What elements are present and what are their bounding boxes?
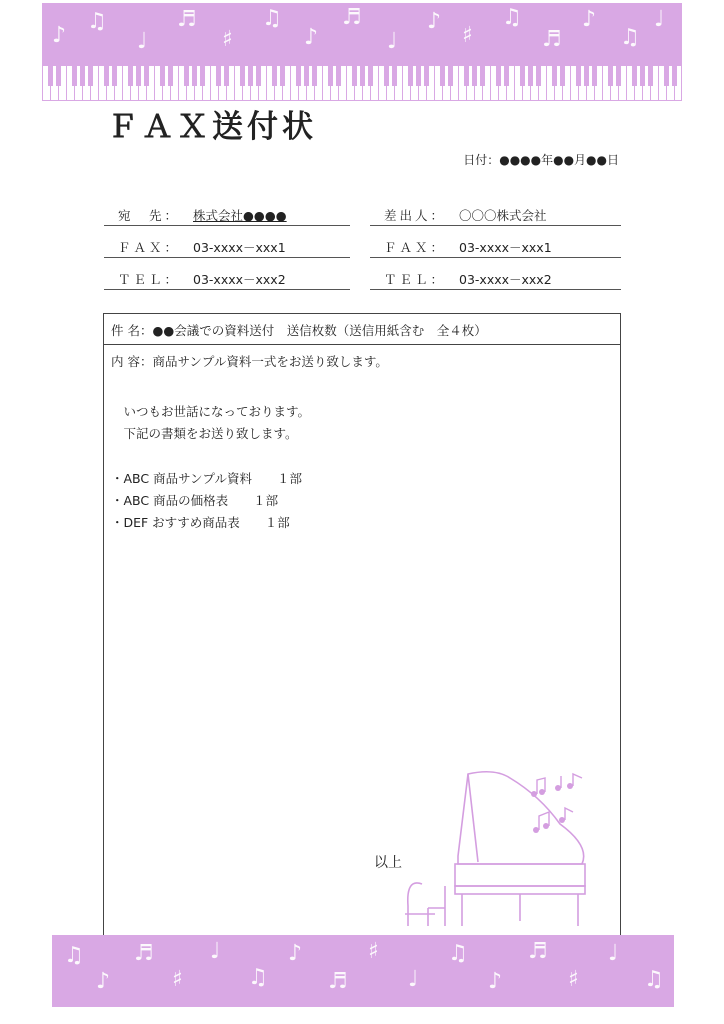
- piano-black-key: [160, 66, 165, 86]
- piano-black-key: [648, 66, 653, 86]
- piano-black-key: [312, 66, 317, 86]
- music-note-icon: ♪: [52, 23, 67, 48]
- piano-black-key: [216, 66, 221, 86]
- piano-black-key: [296, 66, 301, 86]
- piano-black-key: [528, 66, 533, 86]
- date-value: ●●●●年●●月●●日: [499, 153, 619, 167]
- sender-from-value: 〇〇〇株式会社: [459, 208, 547, 223]
- sender-from-row: [370, 204, 621, 226]
- music-note-icon: ♯: [172, 967, 183, 992]
- music-note-icon: ♪: [582, 7, 597, 32]
- piano-black-key: [104, 66, 109, 86]
- piano-black-key: [480, 66, 485, 86]
- music-note-icon: ♫: [502, 5, 522, 30]
- grand-piano-icon: [400, 766, 600, 936]
- music-note-icon: ♬: [342, 5, 362, 30]
- list-item: ・ABC 商品の価格表 １部: [111, 493, 279, 508]
- piano-black-key: [464, 66, 469, 86]
- piano-black-key: [584, 66, 589, 86]
- piano-black-key: [496, 66, 501, 86]
- music-note-icon: ♩: [137, 29, 148, 54]
- piano-black-key: [56, 66, 61, 86]
- music-note-icon: ♩: [654, 7, 665, 32]
- music-note-icon: ♫: [64, 943, 84, 968]
- recipient-fax-value: 03-xxxx－xxx1: [193, 240, 286, 255]
- piano-black-key: [368, 66, 373, 86]
- piano-black-key: [192, 66, 197, 86]
- recipient-tel-row: [104, 268, 350, 290]
- piano-black-key: [136, 66, 141, 86]
- music-note-icon: ♪: [288, 941, 303, 966]
- recipient-to-label: 宛 先：: [118, 208, 181, 223]
- piano-black-key: [360, 66, 365, 86]
- piano-keyboard-icon: [42, 65, 682, 101]
- piano-black-key: [256, 66, 261, 86]
- piano-black-key: [80, 66, 85, 86]
- music-note-icon: ♪: [427, 9, 442, 34]
- piano-black-key: [240, 66, 245, 86]
- music-note-icon: ♩: [608, 941, 619, 966]
- closing-text: 以上: [374, 855, 402, 871]
- music-note-icon: ♯: [368, 939, 379, 964]
- piano-black-key: [248, 66, 253, 86]
- recipient-to-value: 株式会社●●●●: [193, 208, 287, 223]
- piano-black-key: [504, 66, 509, 86]
- piano-black-key: [168, 66, 173, 86]
- piano-black-key: [664, 66, 669, 86]
- piano-black-key: [560, 66, 565, 86]
- music-note-icon: ♬: [328, 969, 348, 994]
- music-note-icon: ♯: [222, 27, 233, 52]
- piano-black-key: [304, 66, 309, 86]
- greeting-line-1: いつもお世話になっております。: [111, 404, 311, 419]
- piano-black-key: [200, 66, 205, 86]
- music-note-icon: ♫: [248, 965, 268, 990]
- sender-fax-row: [370, 236, 621, 258]
- music-note-icon: ♫: [644, 967, 664, 992]
- music-note-icon: ♪: [304, 25, 319, 50]
- sender-tel-label: ＴＥＬ：: [384, 272, 447, 287]
- piano-black-key: [128, 66, 133, 86]
- piano-black-key: [144, 66, 149, 86]
- piano-black-key: [336, 66, 341, 86]
- recipient-to-row: [104, 204, 350, 226]
- piano-black-key: [224, 66, 229, 86]
- piano-black-key: [392, 66, 397, 86]
- subject-line: 件 名：●●会議での資料送付 送信枚数（送信用紙含む 全４枚）: [104, 314, 620, 345]
- piano-black-key: [472, 66, 477, 86]
- piano-black-key: [280, 66, 285, 86]
- content-heading: 内 容：商品サンプル資料一式をお送り致します。: [111, 354, 388, 369]
- piano-black-key: [384, 66, 389, 86]
- piano-black-key: [640, 66, 645, 86]
- music-note-icon: ♫: [620, 25, 640, 50]
- piano-black-key: [88, 66, 93, 86]
- piano-black-key: [352, 66, 357, 86]
- sender-fax-value: 03-xxxx－xxx1: [459, 240, 552, 255]
- music-note-icon: ♪: [488, 969, 503, 994]
- music-note-icon: ♬: [542, 27, 562, 52]
- recipient-fax-label: ＦＡＸ：: [118, 240, 181, 255]
- piano-black-key: [272, 66, 277, 86]
- list-item: ・ABC 商品サンプル資料 １部: [111, 471, 302, 486]
- music-note-icon: ♩: [408, 967, 419, 992]
- music-note-icon: ♬: [177, 7, 197, 32]
- piano-black-key: [48, 66, 53, 86]
- music-note-icon: ♫: [262, 6, 282, 31]
- page-title: ＦＡＸ送付状: [107, 109, 317, 145]
- date-line: [463, 151, 619, 168]
- music-note-icon: ♫: [448, 941, 468, 966]
- bottom-music-banner: [52, 935, 674, 1007]
- piano-black-key: [536, 66, 541, 86]
- music-note-icon: ♫: [87, 9, 107, 34]
- piano-black-key: [592, 66, 597, 86]
- piano-black-key: [672, 66, 677, 86]
- music-note-icon: ♬: [528, 939, 548, 964]
- piano-black-key: [328, 66, 333, 86]
- piano-black-key: [440, 66, 445, 86]
- music-note-icon: ♩: [387, 29, 398, 54]
- date-label: 日付：: [463, 153, 500, 167]
- piano-black-key: [608, 66, 613, 86]
- sender-from-label: 差出人：: [384, 208, 447, 223]
- sender-tel-row: [370, 268, 621, 290]
- piano-black-key: [632, 66, 637, 86]
- recipient-fax-row: [104, 236, 350, 258]
- recipient-tel-label: ＴＥＬ：: [118, 272, 181, 287]
- piano-black-key: [416, 66, 421, 86]
- sender-fax-label: ＦＡＸ：: [384, 240, 447, 255]
- recipient-tel-value: 03-xxxx－xxx2: [193, 272, 286, 287]
- piano-black-key: [616, 66, 621, 86]
- top-music-banner: [42, 3, 682, 65]
- music-note-icon: ♩: [210, 939, 221, 964]
- piano-black-key: [72, 66, 77, 86]
- piano-black-key: [576, 66, 581, 86]
- list-item: ・DEF おすすめ商品表 １部: [111, 515, 290, 530]
- sender-tel-value: 03-xxxx－xxx2: [459, 272, 552, 287]
- music-note-icon: ♯: [462, 23, 473, 48]
- piano-black-key: [408, 66, 413, 86]
- music-note-icon: ♪: [96, 969, 111, 994]
- greeting-line-2: 下記の書類をお送り致します。: [111, 426, 298, 441]
- piano-black-key: [424, 66, 429, 86]
- piano-black-key: [184, 66, 189, 86]
- music-note-icon: ♬: [134, 941, 154, 966]
- piano-black-key: [448, 66, 453, 86]
- music-note-icon: ♯: [568, 967, 579, 992]
- piano-black-key: [112, 66, 117, 86]
- piano-black-key: [552, 66, 557, 86]
- piano-black-key: [520, 66, 525, 86]
